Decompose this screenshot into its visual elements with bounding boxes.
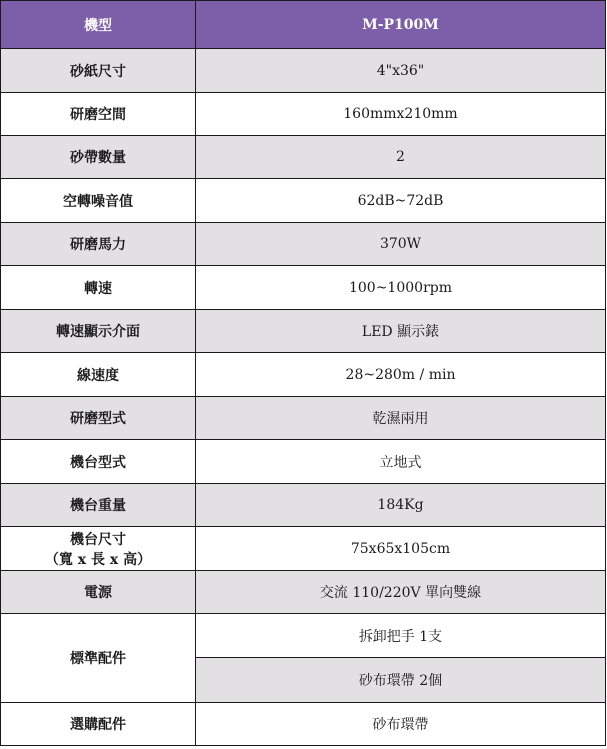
row-label: 砂帶數量 xyxy=(1,136,196,179)
row-label: 研磨馬力 xyxy=(1,223,196,266)
header-row xyxy=(1,1,606,49)
table-row xyxy=(1,353,606,397)
row-value: 交流 110/220V 單向雙線 xyxy=(196,571,606,614)
row-label: 砂紙尺寸 xyxy=(1,49,196,93)
row-value: 75x65x105cm xyxy=(196,527,606,571)
table-row xyxy=(1,93,606,136)
accessory-item: 砂布環帶 2個 xyxy=(196,658,606,703)
table-row xyxy=(1,310,606,353)
table-row xyxy=(1,266,606,310)
table-row xyxy=(1,527,606,571)
row-value: LED 顯示錶 xyxy=(196,310,606,353)
table-row xyxy=(1,136,606,179)
table-row xyxy=(1,397,606,440)
row-value: 160mmx210mm xyxy=(196,93,606,136)
row-label: 電源 xyxy=(1,571,196,614)
header-value: M-P100M xyxy=(196,1,606,49)
row-label: 空轉噪音值 xyxy=(1,179,196,223)
row-label: 研磨空間 xyxy=(1,93,196,136)
optional-label: 選購配件 xyxy=(1,703,196,746)
table-row xyxy=(1,179,606,223)
accessories-label: 標準配件 xyxy=(1,614,196,703)
table-row xyxy=(1,571,606,614)
row-value: 184Kg xyxy=(196,484,606,527)
row-value: 28~280m / min xyxy=(196,353,606,397)
table-row xyxy=(1,223,606,266)
table-row xyxy=(1,703,606,746)
header-label: 機型 xyxy=(1,1,196,49)
row-value: 立地式 xyxy=(196,440,606,484)
accessory-item: 拆卸把手 1支 xyxy=(196,614,606,658)
table-row xyxy=(1,440,606,484)
row-label: 轉速 xyxy=(1,266,196,310)
row-label xyxy=(1,527,196,571)
optional-value: 砂布環帶 xyxy=(196,703,606,746)
row-label-main: 機台尺寸 xyxy=(70,531,126,548)
table-row xyxy=(1,614,606,658)
row-value: 100~1000rpm xyxy=(196,266,606,310)
row-value: 4"x36" xyxy=(196,49,606,93)
row-label: 機台重量 xyxy=(1,484,196,527)
row-label: 機台型式 xyxy=(1,440,196,484)
row-value: 62dB~72dB xyxy=(196,179,606,223)
table-row xyxy=(1,49,606,93)
row-label: 轉速顯示介面 xyxy=(1,310,196,353)
row-label-sub: （寬 x 長 x 高） xyxy=(44,551,152,568)
table-row xyxy=(1,484,606,527)
row-label: 線速度 xyxy=(1,353,196,397)
row-value: 370W xyxy=(196,223,606,266)
row-value: 乾濕兩用 xyxy=(196,397,606,440)
row-value: 2 xyxy=(196,136,606,179)
row-label: 研磨型式 xyxy=(1,397,196,440)
